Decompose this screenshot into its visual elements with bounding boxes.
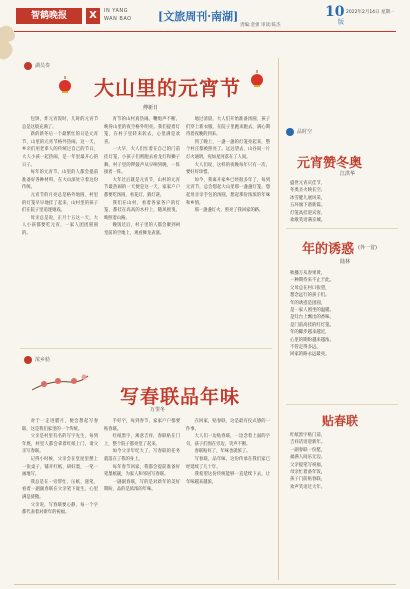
poem2-body bbox=[290, 270, 398, 359]
article2-column-3 bbox=[186, 418, 270, 580]
poem3-title: 贴春联 bbox=[322, 414, 359, 428]
paragraph: 那一盏盏灯火，照亮了我回家的路。 bbox=[194, 208, 264, 214]
poem-line: 盛世元宵庆佳节， bbox=[290, 181, 326, 186]
right-column-tag: 品时空 bbox=[297, 129, 313, 135]
poem3-body bbox=[290, 432, 398, 491]
paragraph: 地过清晨。大人们开始准备汤圆，孩子们穿上新衣服，在院子里跑来跑去，满心期待着夜晚的到来。 bbox=[186, 117, 270, 138]
paragraph: 每年春节回家，我都会提前准备好笔墨纸砚，为家人和邻居写春联。 bbox=[104, 464, 180, 478]
poem-line: 年的诱惑是团圆， bbox=[290, 300, 326, 306]
masthead-x-mark: X bbox=[86, 8, 100, 24]
paragraph: 我希望这份传统能够一直延续下去，让年味越来越浓。 bbox=[186, 472, 270, 485]
paragraph: 晚饭过后，村子里的人都会聚到祠堂前的空地上，观看舞龙表演。 bbox=[104, 223, 180, 236]
paragraph: 对于一走进腊月，便会想起写春联，这是我们家里的一个传统。 bbox=[22, 419, 98, 432]
column-tag-icon bbox=[286, 128, 294, 136]
poem-line: 一种期待来不止于此。 bbox=[290, 278, 334, 284]
poem-line: 是一家人围坐的温暖。 bbox=[290, 308, 334, 314]
paragraph: 春联贴好了，年味也就浓了。 bbox=[194, 449, 251, 455]
poem2-title: 年的诱惑 bbox=[302, 242, 355, 257]
poem1-author: 江洪华 bbox=[340, 171, 356, 177]
column-tag-icon bbox=[24, 356, 32, 364]
masthead-logo: 智鹤晚报 bbox=[16, 8, 82, 24]
paragraph: 父亲是村里有名的写字先生，每到年底，村里人都会拿着红纸上门，请父亲写春联。 bbox=[22, 434, 98, 455]
poem2-author: 陆林 bbox=[340, 259, 351, 265]
poem-divider bbox=[286, 404, 398, 405]
article1-column-tag: 湖员奏 bbox=[35, 63, 51, 69]
page-suffix: 版 bbox=[338, 19, 345, 26]
masthead-pinyin bbox=[104, 7, 132, 23]
section-title: [文旅周刊·南湖] bbox=[158, 10, 239, 23]
poem-line: 父亲提笔写祝福， bbox=[290, 462, 326, 468]
paragraph: 写春联，品年味，这份传承在我们家已经延续了几十年。 bbox=[186, 456, 270, 470]
poem-line: 回家的路永远最亮。 bbox=[290, 352, 330, 358]
poem-line: 吉祥话语迎新年。 bbox=[290, 440, 326, 446]
poem-line: 秋播万从春果黄， bbox=[290, 271, 326, 276]
poem-line: 五环旗下谱新篇。 bbox=[290, 203, 326, 209]
poem1-body bbox=[290, 180, 398, 224]
poem2-subtitle: (外一首) bbox=[358, 245, 377, 251]
article2-column-2 bbox=[104, 418, 180, 580]
column-divider bbox=[278, 58, 279, 580]
paragraph: 一大早，大人们忙着在自己的门前挂灯笼，小孩子们则跑去看龙灯和狮子舞。村子里的锣鼓声从早响到晚，一阵接着一阵。 bbox=[104, 147, 180, 176]
article1-column-3 bbox=[186, 116, 270, 342]
article2-title: 写春联品年味 bbox=[120, 386, 241, 408]
page-header bbox=[0, 0, 410, 40]
poem-line: 不管走得多远， bbox=[290, 345, 321, 351]
poem1-title: 元宵赞冬奥 bbox=[297, 156, 363, 171]
paragraph: 宵节的山村真热闹。鞭炮声不断，映得山里的夜空格外明亮。我们提着灯笼，在村子里转来转去，心里满是欢喜。 bbox=[104, 117, 180, 145]
paragraph: 包饼、炸元宵饭时，儿时的元宵节总是这般充满了。 bbox=[22, 117, 98, 130]
poem-line: 冬奥圣火映长空。 bbox=[290, 188, 326, 194]
paragraph: 如今，我离开家乡已经很多年了，每到元宵节，总会想起大山里那一盏盏灯笼，想起母亲亲手包的汤圆，想起那份浓浓的年味和乡情。 bbox=[186, 177, 270, 206]
article2-column-1 bbox=[22, 418, 98, 580]
poem-line: 年的脚步越来越近， bbox=[290, 330, 330, 336]
weekday-text: 星期一 bbox=[380, 10, 395, 15]
poem-line: 一副春联一份愿， bbox=[290, 447, 326, 453]
editor-credits: 责编:金蕾 审读:陈杰 bbox=[240, 23, 281, 28]
page-number: 10 bbox=[325, 4, 345, 20]
article1-author: 傅新日 bbox=[143, 105, 159, 111]
article1-title: 大山里的元宵节 bbox=[94, 76, 241, 100]
poem-line: 是灶台上飘出的香味， bbox=[290, 315, 334, 321]
paragraph: 父亲说，写春联要心静，每一个字都代表着对新年的祝福。 bbox=[22, 502, 98, 516]
footer-rule bbox=[14, 584, 396, 585]
issue-date bbox=[346, 9, 394, 15]
header-divider bbox=[14, 31, 396, 32]
pinyin-line-1: IN YANG bbox=[104, 8, 129, 14]
paragraph: 母亲总是说，正月十五这一天，大人小孩都要吃元宵，一家人团团圆圆的。 bbox=[22, 215, 98, 236]
poem-line: 母亲忙着备年饭， bbox=[290, 470, 326, 476]
paragraph: 大人们一边贴春联，一边念着上面的字句，孩子们围在旁边，笑声不断。 bbox=[186, 434, 270, 447]
article-divider bbox=[20, 348, 272, 349]
paragraph: 大人们说，这样的夜晚每年只有一次，要好好珍惜。 bbox=[186, 162, 270, 176]
poem-line: 冰雪健儿展风采， bbox=[290, 195, 326, 201]
plum-blossom-branch-icon bbox=[30, 368, 90, 394]
poem-line: 孩子门前贴春联， bbox=[290, 477, 326, 483]
paragraph: 新的新冬后一个最繁忙的日是元宵节，山里的元宵节格外热闹。这一天，乡亲们用老辈人的传统过自己的节日，大人小孩一起热闹，是一年里最开心的日子。 bbox=[22, 132, 98, 168]
paragraph: 每年的元宵节，山里的人都会提前准备好各种材料，在大山深处守着这份传统。 bbox=[22, 170, 98, 191]
paragraph: 我总是在一旁帮忙，压纸、递笔，看着一副副春联在父亲笔下诞生，心里满是骄傲。 bbox=[22, 479, 98, 500]
paragraph: 在回家，贴春联，这是最有仪式感的一件事。 bbox=[186, 419, 270, 432]
date-text: 2022年2月14日 bbox=[346, 10, 380, 15]
poem-line: 想念远行的孩子们。 bbox=[290, 293, 330, 299]
poem-line: 福满人间乐无边。 bbox=[290, 455, 326, 461]
lantern-icon bbox=[58, 76, 72, 94]
paragraph: 一副副春联，写的是对新年的美好期盼，品的是浓浓的年味。 bbox=[104, 479, 180, 493]
poem-line: 欢声笑语过大年。 bbox=[290, 484, 326, 490]
cloud-ornament-icon bbox=[0, 18, 18, 78]
article2-author: 万里冬 bbox=[150, 407, 166, 413]
poem-line: 父母总在村口张望， bbox=[290, 285, 330, 291]
paragraph: 大年过后就是元宵节，山村的元宵节最热闹的一天便是这一天，家家户户都要吃汤圆，看花灯，猜灯谜。 bbox=[104, 177, 180, 198]
poem-line: 是门前高挂的红灯笼。 bbox=[290, 322, 334, 328]
article1-column-2 bbox=[104, 116, 180, 342]
paragraph: 我们在山村，看着各家各户的灯笼，都挂在高高的木杆上，随风摇曳，映照着山路。 bbox=[104, 200, 180, 221]
paragraph: 红纸黑字，寓意吉祥，春联贴在门上，整个院子都亮堂了起来。 bbox=[104, 434, 180, 447]
paragraph: 手好字，每到春节，家家户户都要贴春联。 bbox=[104, 419, 180, 432]
pinyin-line-2: WAN BAO bbox=[104, 16, 132, 22]
poem-line: 心里的期盼越来越浓。 bbox=[290, 337, 334, 343]
poem-line: 灯笼高挂迎宾客， bbox=[290, 210, 326, 216]
paragraph: 元宵节的月亮总是格外地圆，村里的灯笼早早地挂了起来，山村里的孩子们在院子里追逐嬉戏。 bbox=[22, 192, 98, 214]
lantern-icon bbox=[250, 70, 264, 88]
column-tag-icon bbox=[24, 62, 32, 70]
article1-column-1 bbox=[22, 116, 98, 342]
article2-column-tag: 浓乡舫 bbox=[35, 357, 51, 363]
poem-line: 欢歌笑语满京城。 bbox=[290, 218, 326, 224]
poem-line: 红纸黑字贴门前， bbox=[290, 433, 326, 438]
poem-divider bbox=[286, 228, 398, 229]
paragraph: 到了晚上，一盏一盏的灯笼亮起来，整个村庄都被照亮了。远远望去，山谷间一片灯火通明，宛如星河落在了人间。 bbox=[186, 139, 270, 160]
paragraph: 记得小时候，父亲会在堂屋里摆上一张桌子，铺开红纸，研好墨，一笔一画地写。 bbox=[22, 456, 98, 478]
paragraph: 如今父亲年纪大了，写春联的任务就落在了我的身上。 bbox=[104, 449, 180, 462]
